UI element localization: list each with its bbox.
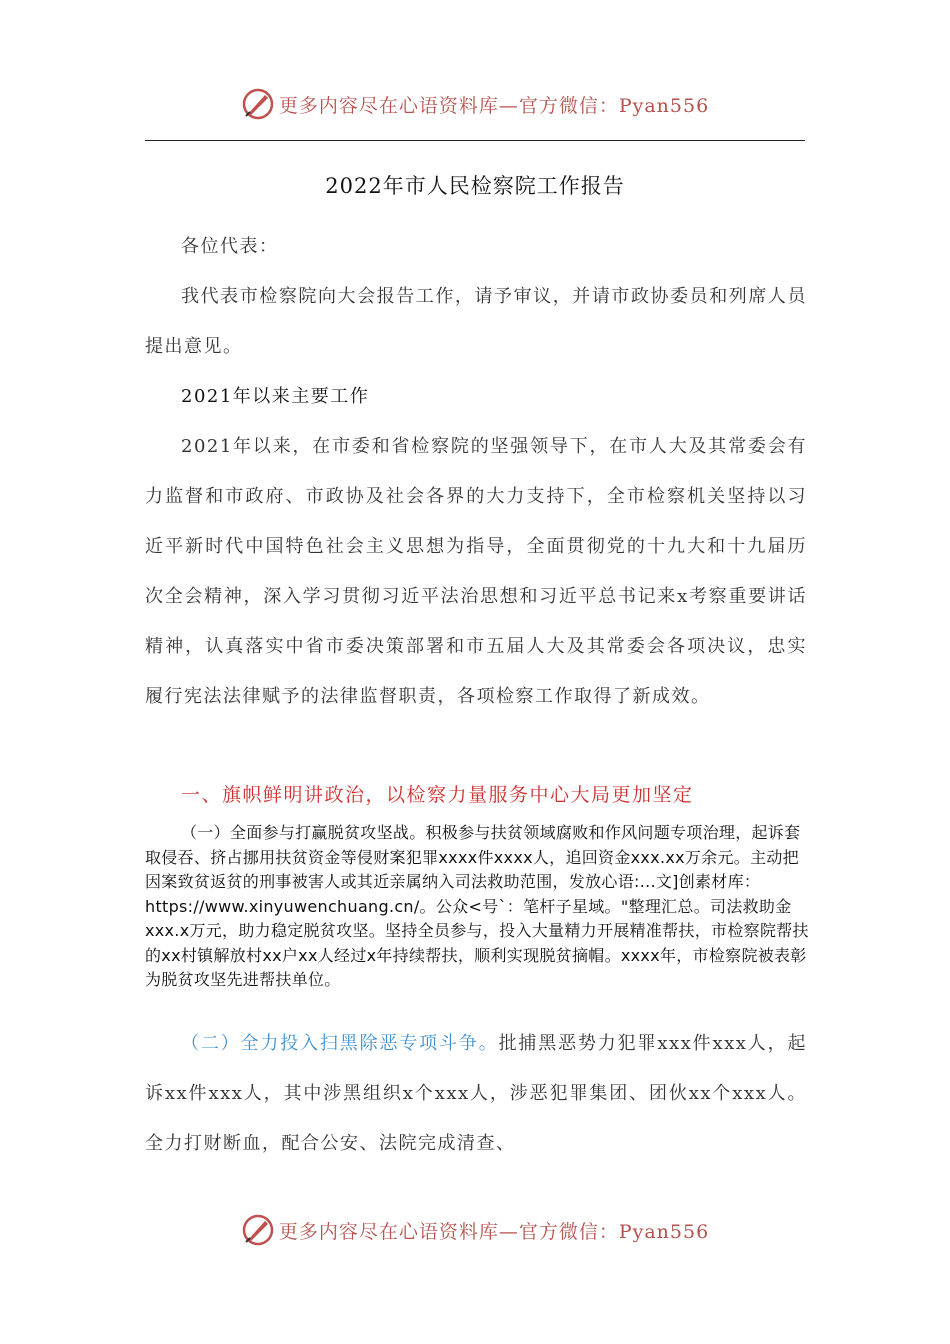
overview-paragraph: 2021年以来，在市委和省检察院的坚强领导下，在市人大及其常委会有力监督和市政府、市政协及社会各界的大力支持下，全市检察机关坚持以习近平新时代中国特色社会主义思想为指导，全面贯彻党的十九大和十九届历次全会精神，深入学习贯彻习近平法治思想和习近平总书记来x考察重要讲话精神，认真落实中省市委决策部署和市五届人大及其常委会各项决议，忠实履行宪法法律赋予的法律监督职责，各项检察工作取得了新成效。 xyxy=(145,436,807,707)
intro-paragraph: 我代表市检察院向大会报告工作，请予审议，并请市政协委员和列席人员提出意见。 xyxy=(145,286,807,357)
part1-item2-paragraph xyxy=(145,1019,807,1169)
header-banner-text: 更多内容尽在心语资料库—官方微信：Pyan556 xyxy=(278,94,710,117)
part1-heading: 一、旗帜鲜明讲政治，以检察力量服务中心大局更加坚定 xyxy=(181,784,694,806)
footer-banner xyxy=(0,1210,950,1250)
salutation: 各位代表： xyxy=(181,236,279,257)
section-heading: 2021年以来主要工作 xyxy=(181,386,370,407)
document-title: 2022年市人民检察院工作报告 xyxy=(325,174,625,198)
quill-logo-icon xyxy=(241,87,275,121)
header-divider xyxy=(145,140,805,141)
header-banner xyxy=(0,84,950,124)
quill-logo-icon xyxy=(241,1213,275,1247)
part1-item2-heading: （二）全力投入扫黑除恶专项斗争。 xyxy=(181,1033,499,1054)
part1-item2-text: 批捕黑恶势力犯罪xxx件xxx人，起诉xx件xxx人，其中涉黑组织x个xxx人，涉恶犯罪集团、团伙xx个xxx人。全力打财断血，配合公安、法院完成清查、 xyxy=(145,1033,807,1154)
part1-item1-paragraph: （一）全面参与打赢脱贫攻坚战。积极参与扶贫领域腐败和作风问题专项治理，起诉套取侵吞、挤占挪用扶贫资金等侵财案犯罪xxxx件xxxx人，追回资金xxx.xx万余元。主动把因案致贫返贫的刑事被害人或其近亲属纳入司法救助范围，发放心语:...文]创素材库：https://www.xinyuwenchuang.cn/。公众<号`：笔杆子星域。"整理汇总。司法救助金xxx.x万元，助力稳定脱贫攻坚。坚持全员参与，投入大量精力开展精准帮扶，市检察院帮扶的xx村镇解放村xx户xx人经过x年持续帮扶，顺利实现脱贫摘帽。xxxx年，市检察院被表彰为脱贫攻坚先进帮扶单位。 xyxy=(145,823,809,989)
footer-banner-text: 更多内容尽在心语资料库—官方微信：Pyan556 xyxy=(278,1220,710,1243)
